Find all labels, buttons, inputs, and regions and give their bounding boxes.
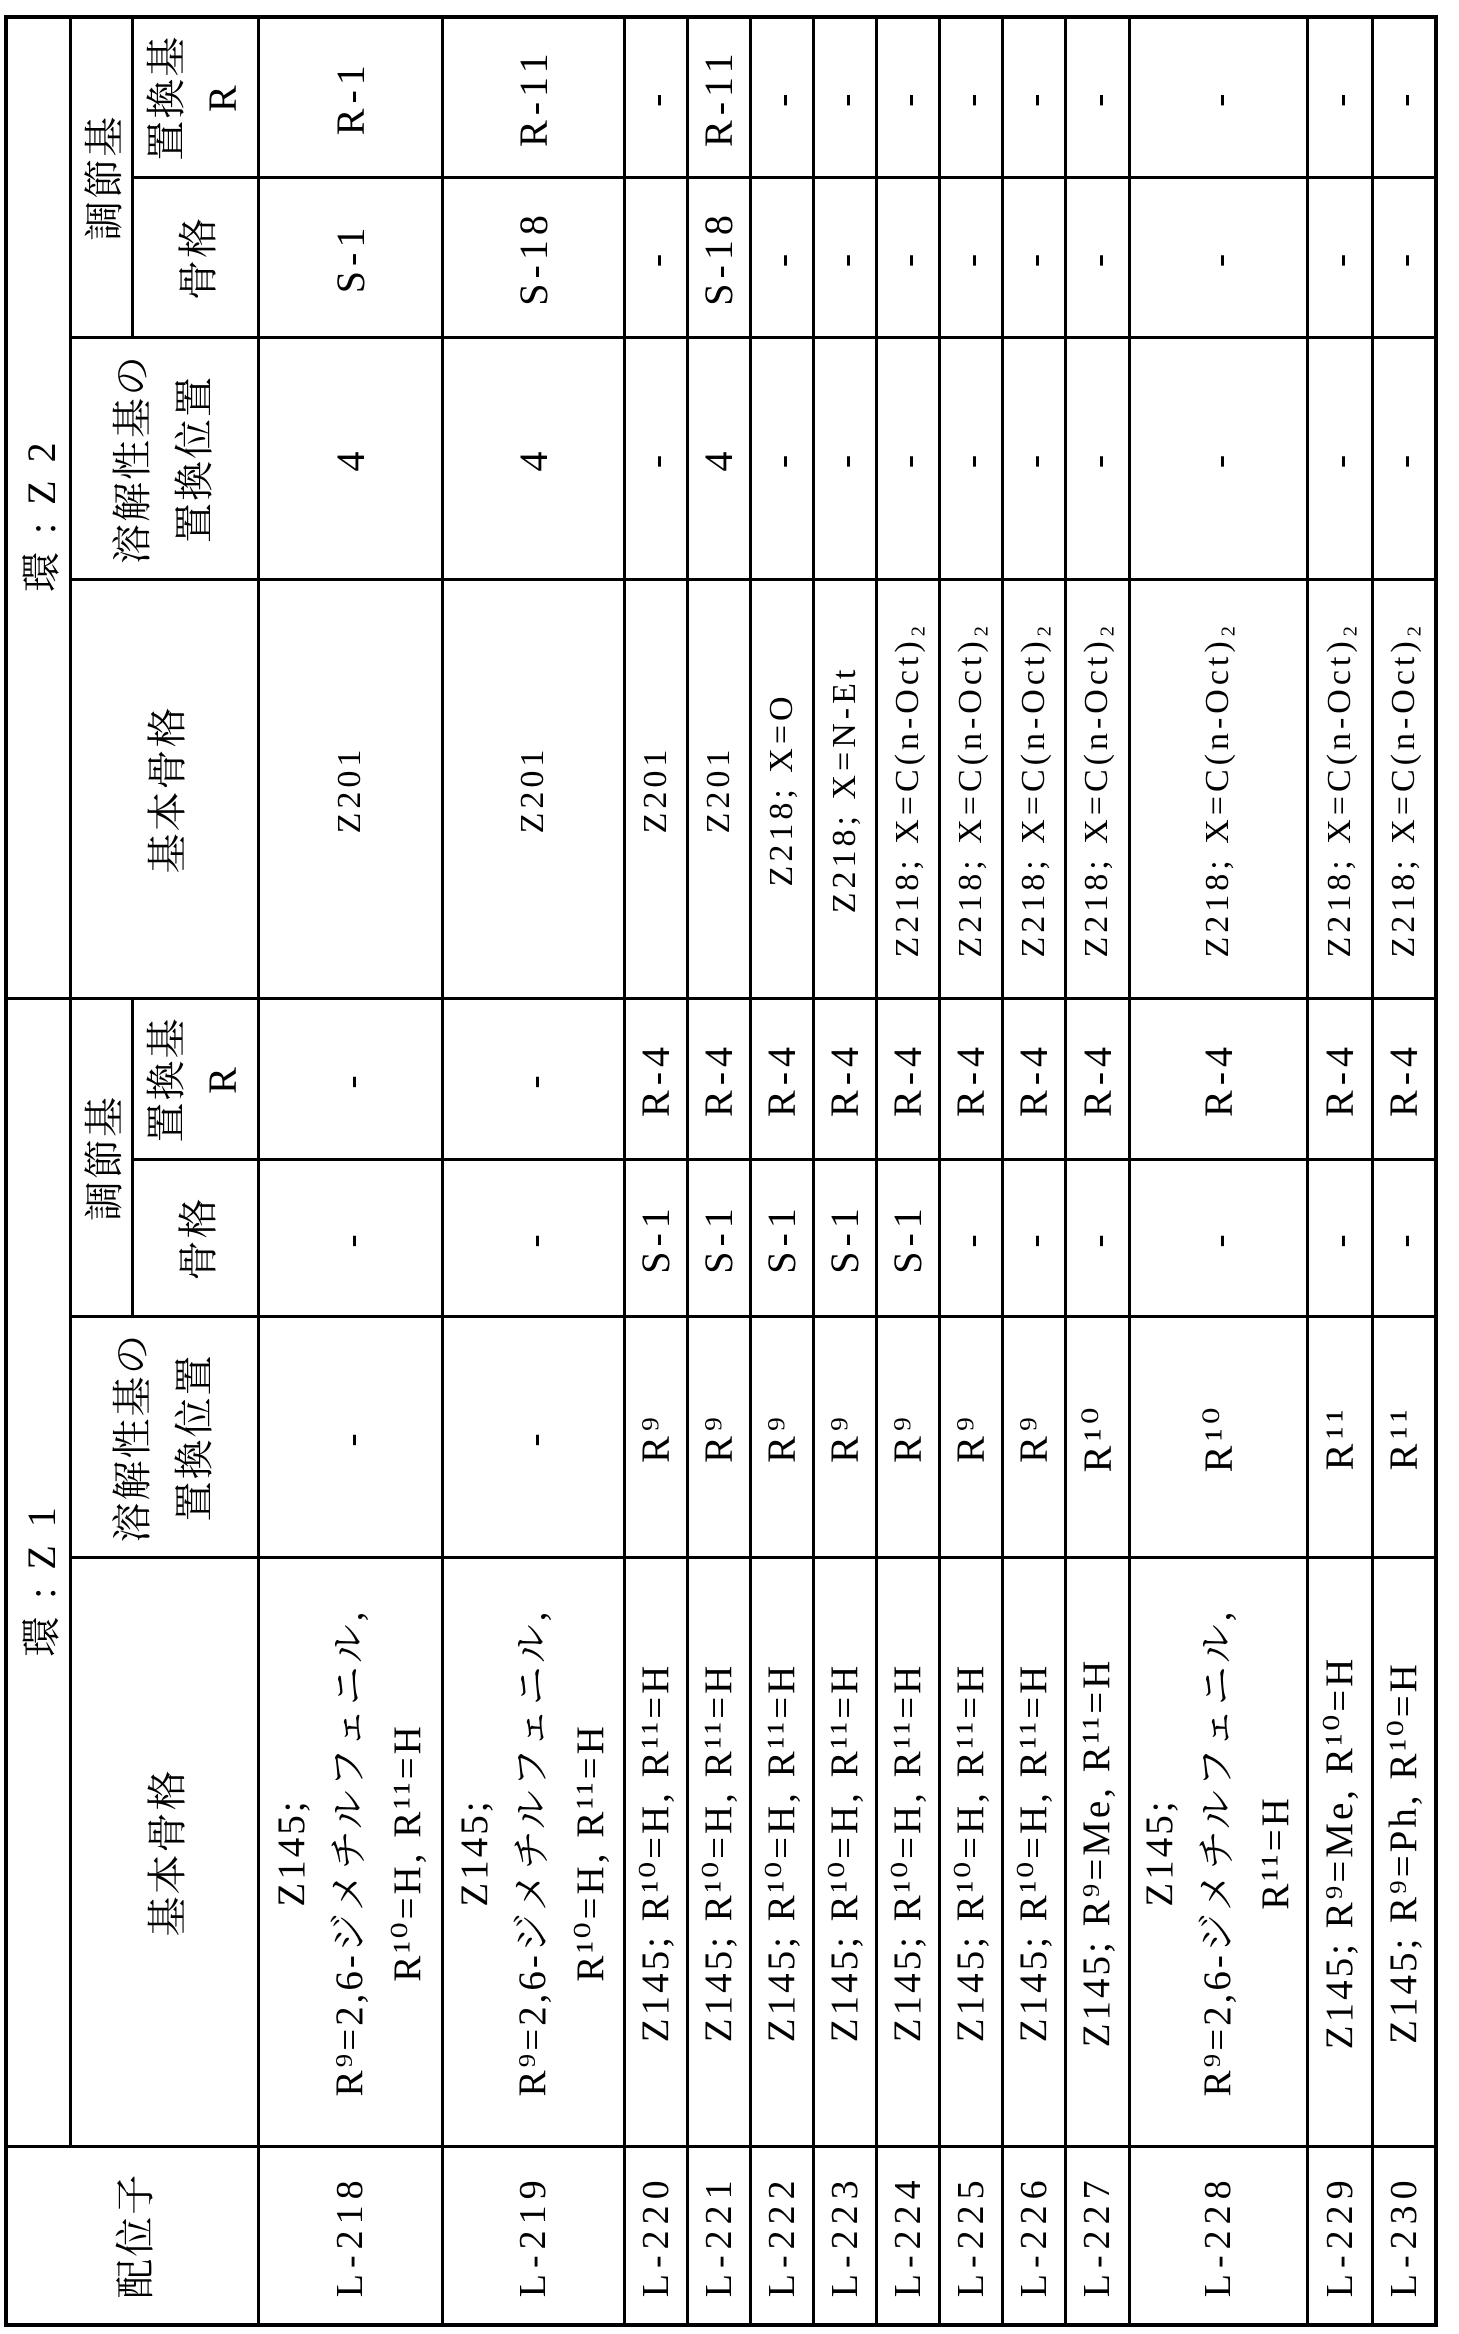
z1-solubilizing-position: R¹⁰ [1129, 1317, 1307, 1558]
z2-modifier-substituent: - [1129, 17, 1307, 178]
z1-modifier-substituent: - [442, 999, 624, 1160]
z2-basic-skeleton: Z218; X=C(n-Oct)₂ [1065, 580, 1129, 999]
z1-modifier-skeleton: S-1 [687, 1160, 750, 1317]
ligand-id: L-226 [1002, 2147, 1065, 2325]
table-row [1372, 17, 1436, 2325]
ligand-id: L-230 [1372, 2147, 1436, 2325]
z1-modifier-substituent: R-4 [1307, 999, 1372, 1160]
ligand-id: L-219 [442, 2147, 624, 2325]
ligand-table [4, 15, 1438, 2327]
ligand-id: L-222 [750, 2147, 813, 2325]
z2-modifier-substituent: R-11 [687, 17, 750, 178]
table-row [750, 17, 813, 2325]
z2-modifier-skeleton: - [750, 178, 813, 338]
header-label-line: 溶解性基の [110, 353, 155, 564]
z1-modifier-substituent: R-4 [687, 999, 750, 1160]
header-z2-solubilizing-position [70, 338, 258, 580]
skeleton-line: Z145; R¹⁰=H, R¹¹=H [948, 1662, 992, 2043]
z1-modifier-skeleton: - [1129, 1160, 1307, 1317]
z1-modifier-skeleton: - [1372, 1160, 1436, 1317]
header-row-rings [6, 17, 70, 2325]
z1-modifier-skeleton: - [1002, 1160, 1065, 1317]
header-z1-solubilizing-position [70, 1317, 258, 1558]
z2-solubilizing-position: - [1307, 338, 1372, 580]
skeleton-line: Z145; R⁹=Me, R¹⁰=H [1317, 1655, 1361, 2050]
ligand-id: L-220 [624, 2147, 687, 2325]
z1-solubilizing-position: R⁹ [1002, 1317, 1065, 1558]
z1-basic-skeleton [876, 1558, 939, 2147]
ligand-id: L-227 [1065, 2147, 1129, 2325]
z2-modifier-skeleton: - [1372, 178, 1436, 338]
ligand-id: L-224 [876, 2147, 939, 2325]
ligand-id: L-229 [1307, 2147, 1372, 2325]
header-label-line: 置換位置 [172, 374, 217, 543]
z1-basic-skeleton [1065, 1558, 1129, 2147]
z1-modifier-skeleton: - [1065, 1160, 1129, 1317]
header-z2-basic-skeleton: 基本骨格 [70, 580, 258, 999]
z2-modifier-substituent: - [1372, 17, 1436, 178]
header-label-line: 置換位置 [172, 1353, 217, 1522]
z1-basic-skeleton [687, 1558, 750, 2147]
z2-solubilizing-position: - [1065, 338, 1129, 580]
header-ring-z1-title: 環:Z1 [6, 999, 70, 2147]
z1-solubilizing-position: R⁹ [939, 1317, 1002, 1558]
z2-modifier-skeleton: - [1129, 178, 1307, 338]
ligand-id: L-218 [258, 2147, 442, 2325]
header-z1-modifier-skeleton: 骨格 [132, 1160, 258, 1317]
z2-modifier-skeleton: - [1065, 178, 1129, 338]
z1-modifier-substituent: R-4 [1065, 999, 1129, 1160]
header-row-groups [70, 17, 132, 2325]
z2-modifier-substituent: - [813, 17, 876, 178]
ligand-id: L-228 [1129, 2147, 1307, 2325]
table-row [939, 17, 1002, 2325]
header-z2-modifier: 調節基 [70, 17, 132, 338]
z1-solubilizing-position: R⁹ [624, 1317, 687, 1558]
z2-solubilizing-position: - [624, 338, 687, 580]
z2-basic-skeleton: Z201 [624, 580, 687, 999]
z2-basic-skeleton: Z218; X=C(n-Oct)₂ [1002, 580, 1065, 999]
z2-modifier-substituent: - [939, 17, 1002, 178]
z2-solubilizing-position: 4 [687, 338, 750, 580]
z1-basic-skeleton [750, 1558, 813, 2147]
z1-solubilizing-position: R⁹ [750, 1317, 813, 1558]
z2-basic-skeleton: Z201 [442, 580, 624, 999]
z1-basic-skeleton [1372, 1558, 1436, 2147]
z1-solubilizing-position: R¹¹ [1307, 1317, 1372, 1558]
z2-basic-skeleton: Z218; X=C(n-Oct)₂ [1307, 580, 1372, 999]
skeleton-line: R¹⁰=H, R¹¹=H [386, 1723, 429, 1982]
z2-solubilizing-position: 4 [258, 338, 442, 580]
z2-basic-skeleton: Z218; X=C(n-Oct)₂ [876, 580, 939, 999]
z1-solubilizing-position: - [442, 1317, 624, 1558]
skeleton-line: Z145; R⁹=Ph, R¹⁰=H [1381, 1661, 1425, 2044]
ligand-id: L-221 [687, 2147, 750, 2325]
skeleton-line: R⁹=2,6-ジメチルフェニル, [511, 1608, 554, 2097]
z1-modifier-skeleton: - [1307, 1160, 1372, 1317]
z1-modifier-skeleton: - [939, 1160, 1002, 1317]
header-z1-modifier-substituent [132, 999, 258, 1160]
z2-modifier-substituent: - [1002, 17, 1065, 178]
z1-modifier-substituent: R-4 [750, 999, 813, 1160]
header-ring-z2-title: 環:Z2 [6, 17, 70, 999]
z1-basic-skeleton [939, 1558, 1002, 2147]
skeleton-line: R⁹=2,6-ジメチルフェニル, [1196, 1608, 1239, 2097]
header-z1-basic-skeleton: 基本骨格 [70, 1558, 258, 2147]
z2-modifier-skeleton: - [624, 178, 687, 338]
z2-modifier-substituent: - [1307, 17, 1372, 178]
z1-solubilizing-position: R⁹ [687, 1317, 750, 1558]
z2-basic-skeleton: Z218; X=C(n-Oct)₂ [1129, 580, 1307, 999]
skeleton-line: Z145; R⁹=Me, R¹¹=H [1075, 1657, 1118, 2048]
z2-basic-skeleton: Z218; X=O [750, 580, 813, 999]
z2-modifier-skeleton: - [1002, 178, 1065, 338]
table-row [687, 17, 750, 2325]
z2-modifier-skeleton: - [939, 178, 1002, 338]
z2-solubilizing-position: - [876, 338, 939, 580]
skeleton-line: R¹¹=H [1254, 1795, 1297, 1910]
z1-modifier-skeleton: S-1 [624, 1160, 687, 1317]
skeleton-line: Z145; R¹⁰=H, R¹¹=H [696, 1662, 740, 2043]
z1-modifier-skeleton: S-1 [813, 1160, 876, 1317]
skeleton-line: R¹⁰=H, R¹¹=H [569, 1723, 612, 1982]
ligand-id: L-223 [813, 2147, 876, 2325]
z2-modifier-skeleton: - [813, 178, 876, 338]
skeleton-line: Z145; [270, 1798, 313, 1907]
z2-modifier-substituent: - [1065, 17, 1129, 178]
z1-modifier-substituent: R-4 [624, 999, 687, 1160]
z2-solubilizing-position: - [939, 338, 1002, 580]
z1-basic-skeleton [624, 1558, 687, 2147]
z1-solubilizing-position: R¹⁰ [1065, 1317, 1129, 1558]
z1-modifier-substituent: R-4 [1002, 999, 1065, 1160]
z1-modifier-skeleton: - [258, 1160, 442, 1317]
header-label-line: 置換基 [144, 34, 189, 161]
z2-solubilizing-position: 4 [442, 338, 624, 580]
z2-solubilizing-position: - [813, 338, 876, 580]
table-row [1002, 17, 1065, 2325]
z2-solubilizing-position: - [1129, 338, 1307, 580]
z1-basic-skeleton [258, 1558, 442, 2147]
z2-basic-skeleton: Z218; X=C(n-Oct)₂ [939, 580, 1002, 999]
skeleton-line: Z145; R¹⁰=H, R¹¹=H [633, 1662, 677, 2043]
ligand-id: L-225 [939, 2147, 1002, 2325]
z2-modifier-substituent: - [624, 17, 687, 178]
z1-basic-skeleton [813, 1558, 876, 2147]
header-label-line: R [200, 1065, 245, 1094]
z1-modifier-substituent: R-4 [1129, 999, 1307, 1160]
z2-modifier-skeleton: S-18 [687, 178, 750, 338]
skeleton-line: R⁹=2,6-ジメチルフェニル, [328, 1608, 371, 2097]
table-row [1065, 17, 1129, 2325]
skeleton-line: Z145; [453, 1798, 496, 1907]
header-z2-modifier-substituent [132, 17, 258, 178]
z1-basic-skeleton [1002, 1558, 1065, 2147]
z2-basic-skeleton: Z201 [687, 580, 750, 999]
z1-modifier-substituent: - [258, 999, 442, 1160]
z1-modifier-skeleton: S-1 [750, 1160, 813, 1317]
z1-solubilizing-position: R⁹ [876, 1317, 939, 1558]
skeleton-line: Z145; [1138, 1798, 1181, 1907]
z2-modifier-skeleton: - [1307, 178, 1372, 338]
table-row [876, 17, 939, 2325]
z1-basic-skeleton [1129, 1558, 1307, 2147]
skeleton-line: Z145; R¹⁰=H, R¹¹=H [759, 1662, 803, 2043]
z1-solubilizing-position: R⁹ [813, 1317, 876, 1558]
z1-basic-skeleton [1307, 1558, 1372, 2147]
table-row [1307, 17, 1372, 2325]
z1-modifier-substituent: R-4 [876, 999, 939, 1160]
header-ligand: 配位子 [6, 2147, 258, 2325]
z2-solubilizing-position: - [1002, 338, 1065, 580]
z2-solubilizing-position: - [1372, 338, 1436, 580]
z1-modifier-substituent: R-4 [813, 999, 876, 1160]
z2-basic-skeleton: Z201 [258, 580, 442, 999]
z2-basic-skeleton: Z218; X=C(n-Oct)₂ [1372, 580, 1436, 999]
z2-modifier-substituent: R-11 [442, 17, 624, 178]
table-row [258, 17, 442, 2325]
z2-modifier-substituent: R-1 [258, 17, 442, 178]
z2-modifier-skeleton: - [876, 178, 939, 338]
z2-solubilizing-position: - [750, 338, 813, 580]
header-label-line: 置換基 [144, 1016, 189, 1143]
z2-modifier-substituent: - [876, 17, 939, 178]
table-row [624, 17, 687, 2325]
header-z2-modifier-skeleton: 骨格 [132, 178, 258, 338]
z1-modifier-skeleton: - [442, 1160, 624, 1317]
z2-modifier-skeleton: S-18 [442, 178, 624, 338]
z1-modifier-substituent: R-4 [1372, 999, 1436, 1160]
z1-solubilizing-position: - [258, 1317, 442, 1558]
skeleton-line: Z145; R¹⁰=H, R¹¹=H [885, 1662, 929, 2043]
z1-solubilizing-position: R¹¹ [1372, 1317, 1436, 1558]
z2-basic-skeleton: Z218; X=N-Et [813, 580, 876, 999]
header-z1-modifier: 調節基 [70, 999, 132, 1317]
table-row [1129, 17, 1307, 2325]
z1-basic-skeleton [442, 1558, 624, 2147]
z1-modifier-substituent: R-4 [939, 999, 1002, 1160]
table-row [813, 17, 876, 2325]
skeleton-line: Z145; R¹⁰=H, R¹¹=H [1011, 1662, 1055, 2043]
z2-modifier-substituent: - [750, 17, 813, 178]
header-label-line: 溶解性基の [110, 1332, 155, 1543]
skeleton-line: Z145; R¹⁰=H, R¹¹=H [822, 1662, 866, 2043]
table-row [442, 17, 624, 2325]
z2-modifier-skeleton: S-1 [258, 178, 442, 338]
z1-modifier-skeleton: S-1 [876, 1160, 939, 1317]
header-label-line: R [200, 83, 245, 113]
